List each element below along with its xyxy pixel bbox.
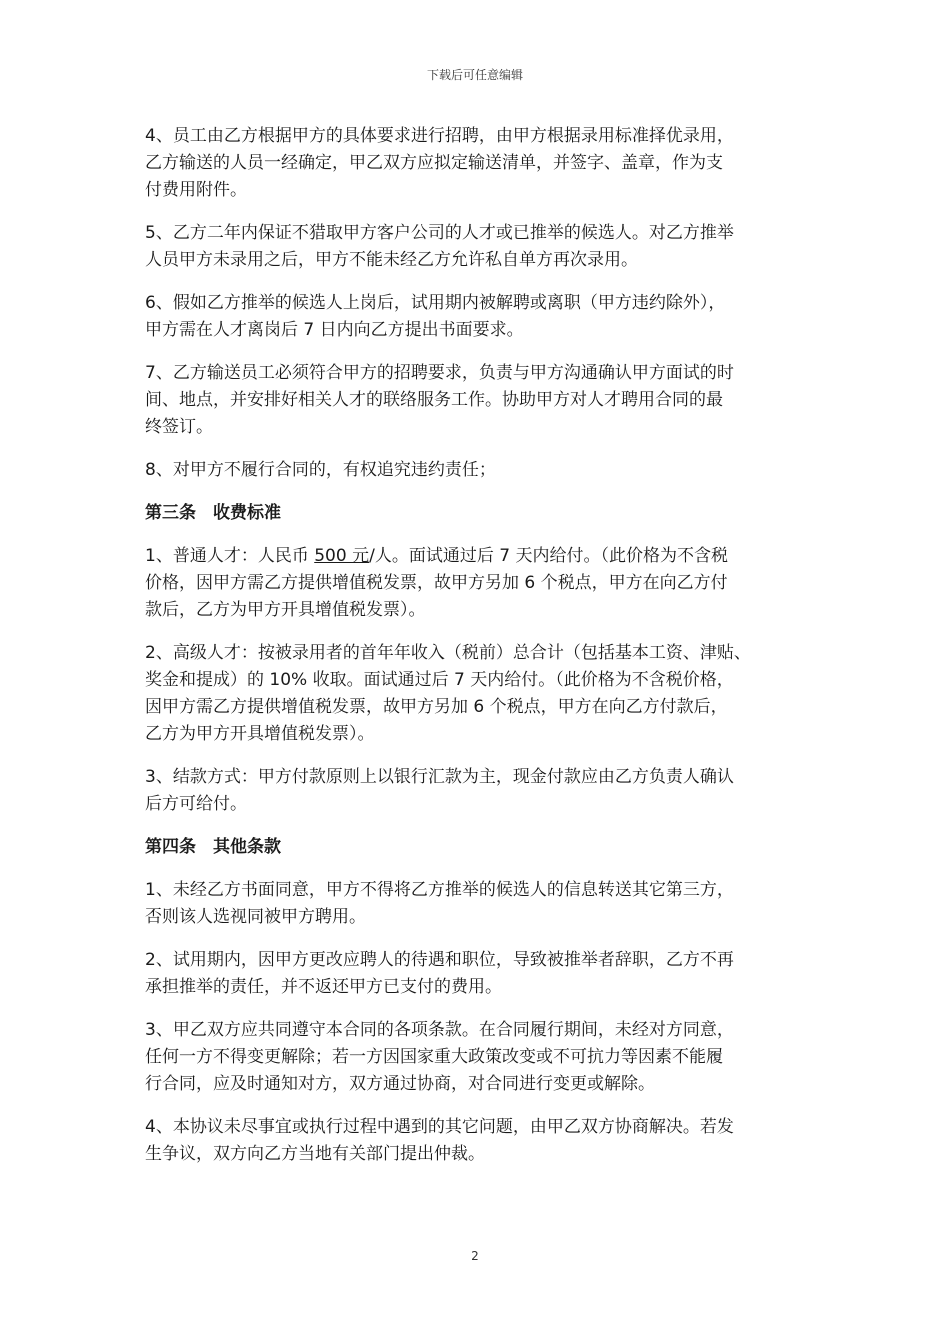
clause-3-1-prefix: 1、普通人才：人民币 <box>145 546 315 566</box>
clause-2-7: 7、乙方输送员工必须符合甲方的招聘要求，负责与甲方沟通确认甲方面试的时 间、地点，并安排好相关人才的联络服务工作。协助甲方对人才聘用合同的最 终签订。 <box>145 363 734 437</box>
clause-2-8: 8、对甲方不履行合同的，有权追究违约责任； <box>145 460 496 480</box>
page-number: 2 <box>471 1249 479 1263</box>
clause-3-3: 3、结款方式：甲方付款原则上以银行汇款为主，现金付款应由乙方负责人确认 后方可给付。 <box>145 767 734 814</box>
document-body <box>145 123 815 1184</box>
clause-3-1-suffix: /人。面试通过后 7 天内给付。（此价格为不含税 价格，因甲方需乙方提供增值税发票，故甲方另加 6 个税点，甲方在向乙方付 款后，乙方为甲方开具增值税发票）。 <box>145 546 728 620</box>
clause-4-3: 3、甲乙双方应共同遵守本合同的各项条款。在合同履行期间，未经对方同意， 任何一方不得变更解除；若一方因国家重大政策改变或不可抗力等因素不能履 行合同，应及时通知对方，双方通过协商，对合同进行变更或解除。 <box>145 1020 734 1094</box>
page-header: 下载后可任意编辑 <box>426 68 523 82</box>
clause-2-6: 6、假如乙方推举的候选人上岗后，试用期内被解聘或离职（甲方违约除外）， 甲方需在人才离岗后 7 日内向乙方提出书面要求。 <box>145 293 726 340</box>
clause-3-1-amount: 500 元 <box>314 546 370 566</box>
clause-3-2: 2、高级人才：按被录用者的首年年收入（税前）总合计（包括基本工资、津贴、 奖金和提成）的 10% 收取。面试通过后 7 天内给付。（此价格为不含税价格， 因甲方需乙方提供增值税发票，故甲方另加 6 个税点，甲方在向乙方付款后， 乙方为甲方开具增值税发票）。 <box>145 643 751 744</box>
clause-2-5: 5、乙方二年内保证不猎取甲方客户公司的人才或已推举的候选人。对乙方推举 人员甲方未录用之后，甲方不能未经乙方允许私自单方再次录用。 <box>145 223 734 270</box>
section-4-title: 第四条 其他条款 <box>145 837 281 857</box>
clause-4-4: 4、本协议未尽事宜或执行过程中遇到的其它问题，由甲乙双方协商解决。若发 生争议，双方向乙方当地有关部门提出仲裁。 <box>145 1117 734 1164</box>
clause-4-2: 2、试用期内，因甲方更改应聘人的待遇和职位，导致被推举者辞职，乙方不再 承担推举的责任，并不返还甲方已支付的费用。 <box>145 950 734 997</box>
clause-2-4: 4、员工由乙方根据甲方的具体要求进行招聘，由甲方根据录用标准择优录用， 乙方输送的人员一经确定，甲乙双方应拟定输送清单，并签字、盖章，作为支 付费用附件。 <box>145 126 734 200</box>
section-3-title: 第三条 收费标准 <box>145 503 281 523</box>
clause-4-1: 1、未经乙方书面同意，甲方不得将乙方推举的候选人的信息转送其它第三方， 否则该人选视同被甲方聘用。 <box>145 880 734 927</box>
clause-3-1 <box>145 543 815 624</box>
